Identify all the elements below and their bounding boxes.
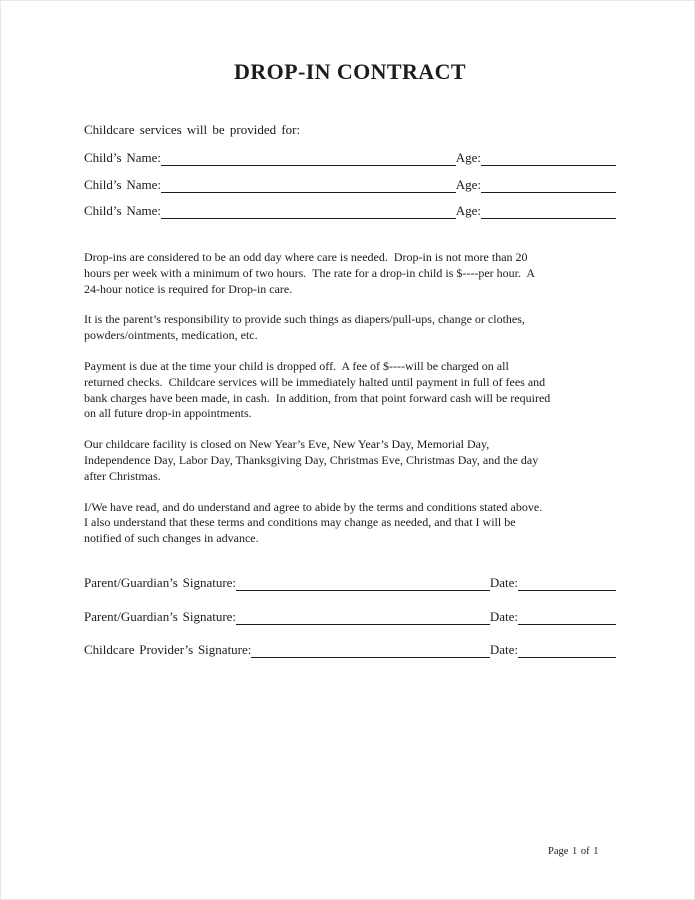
paragraph-line: on all future drop-in appointments. [84, 406, 252, 421]
paragraph-line: bank charges have been made, in cash. In addition, from that point forward cash will be required [84, 390, 551, 405]
paragraph-line: Payment is due at the time your child is dropped off. A fee of $----will be charged on all [84, 358, 509, 373]
child-name-label: Child’s Name: [84, 176, 161, 192]
parent-signature-row [84, 608, 616, 625]
paragraph-parent-responsibility [84, 312, 616, 344]
parent-signature-row [84, 574, 616, 591]
signature-label: Childcare Provider’s Signature: [84, 642, 252, 658]
age-label: Age: [455, 203, 481, 218]
signature-blank [251, 642, 489, 658]
paragraph-line: Independence Day, Labor Day, Thanksgiving Day, Christmas Eve, Christmas Day, and the day [84, 452, 539, 467]
paragraph-line: I/We have read, and do understand and agree to abide by the terms and conditions stated above. [84, 499, 543, 514]
document-title: DROP-IN CONTRACT [234, 59, 466, 84]
paragraph-dropin-terms [84, 250, 616, 297]
child-name-section [84, 150, 616, 230]
signature-label: Parent/Guardian’s Signature: [84, 575, 237, 591]
age-blank [481, 203, 616, 219]
child-name-row [84, 177, 616, 193]
paragraph-line: after Christmas. [84, 468, 161, 483]
document-content [1, 1, 694, 675]
child-name-label: Child’s Name: [84, 150, 161, 165]
date-label: Date: [489, 642, 518, 658]
paragraph-line: returned checks. Childcare services will be immediately halted until payment in full of fees and [84, 374, 546, 389]
paragraph-line: I also understand that these terms and conditions may change as needed, and that I will be [84, 515, 516, 530]
signature-blank [236, 609, 490, 625]
paragraph-line: It is the parent’s responsibility to provide such things as diapers/pull-ups, change or clothes, [84, 312, 525, 327]
date-blank [518, 575, 616, 591]
terms-section [84, 250, 616, 562]
provider-signature-row [84, 641, 616, 658]
child-name-blank [161, 150, 456, 166]
age-blank [481, 177, 616, 193]
date-label: Date: [489, 575, 518, 591]
paragraph-payment-terms [84, 359, 616, 422]
child-name-row [84, 203, 616, 219]
child-name-row [84, 150, 616, 166]
signature-label: Parent/Guardian’s Signature: [84, 608, 237, 624]
paragraph-line: Drop-ins are considered to be an odd day where care is needed. Drop-in is not more than 20 [84, 250, 528, 264]
date-blank [518, 642, 616, 658]
child-name-blank [161, 203, 456, 219]
paragraph-line: powders/ointments, medication, etc. [84, 328, 258, 343]
page-number: Page 1 of 1 [548, 846, 599, 857]
signature-blank [236, 575, 490, 591]
age-label: Age: [455, 150, 481, 165]
age-label: Age: [455, 176, 481, 192]
paragraph-line: hours per week with a minimum of two hours. The rate for a drop-in child is $----per hour. A [84, 265, 536, 280]
paragraph-holiday-closures [84, 437, 616, 484]
paragraph-line: 24-hour notice is required for Drop-in care. [84, 281, 293, 296]
child-name-blank [161, 177, 456, 193]
paragraph-line: notified of such changes in advance. [84, 531, 259, 546]
age-blank [481, 150, 616, 166]
paragraph-agreement [84, 500, 616, 547]
signature-section [84, 574, 616, 675]
date-blank [518, 609, 616, 625]
child-name-label: Child’s Name: [84, 203, 161, 218]
date-label: Date: [489, 608, 518, 624]
intro-line: Childcare services will be provided for: [84, 122, 301, 137]
paragraph-line: Our childcare facility is closed on New Year’s Eve, New Year’s Day, Memorial Day, [84, 437, 490, 452]
